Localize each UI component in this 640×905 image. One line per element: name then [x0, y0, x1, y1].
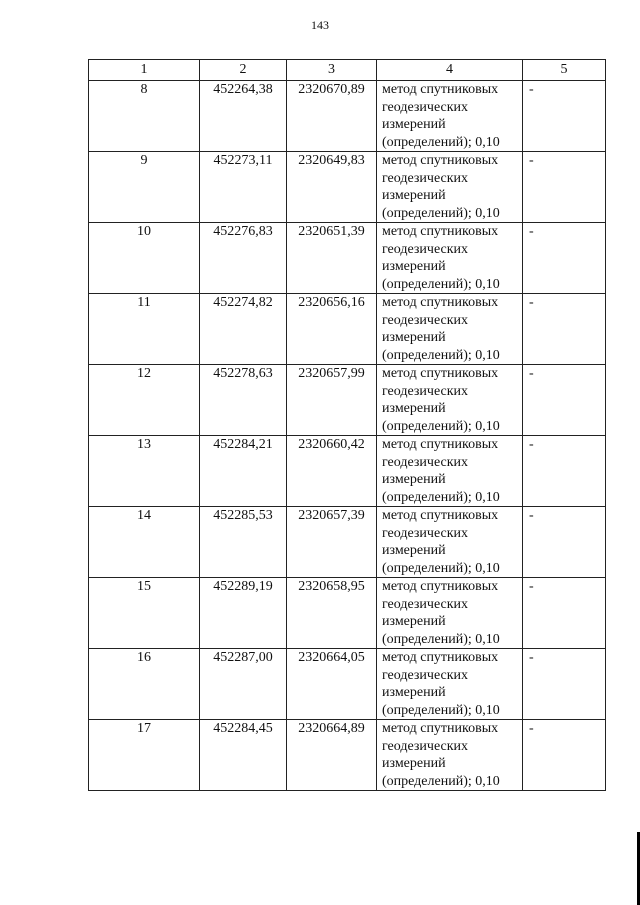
method-line: геодезических — [382, 170, 469, 186]
note-cell: - — [523, 436, 606, 507]
method-line: измерений — [382, 756, 446, 771]
note-cell: - — [523, 365, 606, 436]
y-coordinate-cell: 2320656,16 — [287, 294, 377, 365]
note-cell: - — [523, 294, 606, 365]
method-line: (определений); 0,10 — [382, 134, 500, 150]
note-cell: - — [523, 507, 606, 578]
x-coordinate-cell: 452278,63 — [200, 365, 287, 436]
y-coordinate-cell: 2320657,99 — [287, 365, 377, 436]
method-line: измерений — [382, 472, 446, 487]
table-row — [89, 578, 606, 649]
method-line: геодезических — [382, 383, 469, 399]
method-cell — [377, 152, 523, 223]
method-line: измерений — [382, 685, 446, 700]
table-row — [89, 223, 606, 294]
method-line: измерений — [382, 614, 446, 629]
x-coordinate-cell: 452285,53 — [200, 507, 287, 578]
method-line: измерений — [382, 330, 446, 345]
method-line: (определений); 0,10 — [382, 418, 500, 434]
header-cell-5: 5 — [523, 60, 606, 81]
method-line: геодезических — [382, 596, 469, 612]
x-coordinate-cell: 452274,82 — [200, 294, 287, 365]
method-line: метод спутниковых — [382, 437, 499, 452]
y-coordinate-cell: 2320664,89 — [287, 720, 377, 791]
y-coordinate-cell: 2320657,39 — [287, 507, 377, 578]
method-cell — [377, 578, 523, 649]
method-line: метод спутниковых — [382, 153, 499, 168]
y-coordinate-cell: 2320651,39 — [287, 223, 377, 294]
method-line: измерений — [382, 259, 446, 274]
method-line: геодезических — [382, 525, 469, 541]
method-cell — [377, 294, 523, 365]
note-cell: - — [523, 81, 606, 152]
method-line: метод спутниковых — [382, 224, 499, 239]
table-row — [89, 294, 606, 365]
point-number-cell: 14 — [89, 507, 200, 578]
header-cell-1: 1 — [89, 60, 200, 81]
method-line: метод спутниковых — [382, 82, 499, 97]
method-line: (определений); 0,10 — [382, 205, 500, 221]
point-number-cell: 11 — [89, 294, 200, 365]
method-line: геодезических — [382, 667, 469, 683]
x-coordinate-cell: 452273,11 — [200, 152, 287, 223]
method-line: геодезических — [382, 738, 469, 754]
method-line: (определений); 0,10 — [382, 631, 500, 647]
table-row — [89, 81, 606, 152]
table-row — [89, 365, 606, 436]
x-coordinate-cell: 452284,45 — [200, 720, 287, 791]
point-number-cell: 15 — [89, 578, 200, 649]
method-cell — [377, 223, 523, 294]
note-cell: - — [523, 720, 606, 791]
header-cell-2: 2 — [200, 60, 287, 81]
y-coordinate-cell: 2320658,95 — [287, 578, 377, 649]
header-cell-4: 4 — [377, 60, 523, 81]
table-row — [89, 152, 606, 223]
point-number-cell: 8 — [89, 81, 200, 152]
method-line: метод спутниковых — [382, 366, 499, 381]
method-line: метод спутниковых — [382, 721, 499, 736]
y-coordinate-cell: 2320660,42 — [287, 436, 377, 507]
note-cell: - — [523, 152, 606, 223]
method-line: геодезических — [382, 99, 469, 115]
method-line: (определений); 0,10 — [382, 702, 500, 718]
method-line: метод спутниковых — [382, 650, 499, 665]
x-coordinate-cell: 452264,38 — [200, 81, 287, 152]
coordinates-table — [88, 59, 606, 791]
method-line: метод спутниковых — [382, 508, 499, 523]
y-coordinate-cell: 2320649,83 — [287, 152, 377, 223]
method-line: измерений — [382, 188, 446, 203]
x-coordinate-cell: 452276,83 — [200, 223, 287, 294]
y-coordinate-cell: 2320664,05 — [287, 649, 377, 720]
method-line: метод спутниковых — [382, 295, 499, 310]
point-number-cell: 10 — [89, 223, 200, 294]
method-cell — [377, 436, 523, 507]
table-row — [89, 649, 606, 720]
method-cell — [377, 720, 523, 791]
method-line: геодезических — [382, 241, 469, 257]
method-line: (определений); 0,10 — [382, 347, 500, 363]
note-cell: - — [523, 649, 606, 720]
point-number-cell: 12 — [89, 365, 200, 436]
method-line: измерений — [382, 117, 446, 132]
method-line: (определений); 0,10 — [382, 276, 500, 292]
method-cell — [377, 649, 523, 720]
note-cell: - — [523, 578, 606, 649]
x-coordinate-cell: 452284,21 — [200, 436, 287, 507]
x-coordinate-cell: 452287,00 — [200, 649, 287, 720]
table-body — [89, 60, 606, 791]
method-line: измерений — [382, 543, 446, 558]
table-row — [89, 436, 606, 507]
point-number-cell: 13 — [89, 436, 200, 507]
y-coordinate-cell: 2320670,89 — [287, 81, 377, 152]
page-number: 143 — [311, 18, 329, 32]
method-cell — [377, 365, 523, 436]
method-cell — [377, 507, 523, 578]
point-number-cell: 17 — [89, 720, 200, 791]
method-line: метод спутниковых — [382, 579, 499, 594]
point-number-cell: 9 — [89, 152, 200, 223]
method-line: (определений); 0,10 — [382, 773, 500, 789]
method-line: геодезических — [382, 312, 469, 328]
method-line: (определений); 0,10 — [382, 489, 500, 505]
method-line: геодезических — [382, 454, 469, 470]
table-row — [89, 507, 606, 578]
table-header-row — [89, 60, 606, 81]
method-line: измерений — [382, 401, 446, 416]
method-line: (определений); 0,10 — [382, 560, 500, 576]
table-row — [89, 720, 606, 791]
note-cell: - — [523, 223, 606, 294]
x-coordinate-cell: 452289,19 — [200, 578, 287, 649]
header-cell-3: 3 — [287, 60, 377, 81]
method-cell — [377, 81, 523, 152]
point-number-cell: 16 — [89, 649, 200, 720]
